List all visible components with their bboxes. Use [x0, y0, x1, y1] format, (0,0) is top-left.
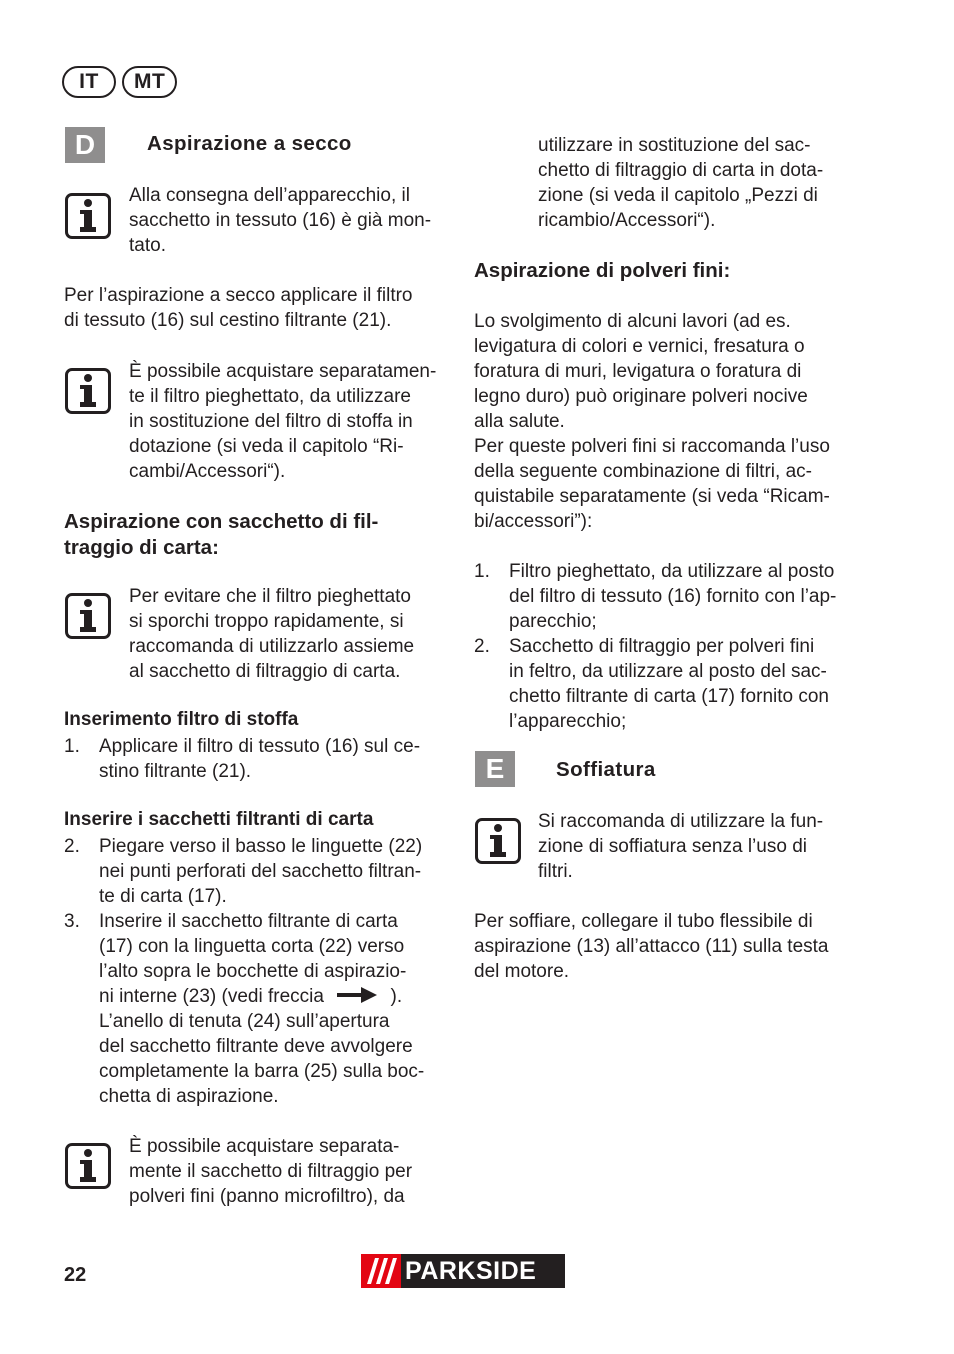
paragraph-fine-dust: Lo svolgimento di alcuni lavori (ad es. levigatura di colori e vernici, fresatura o foratura di muri, levigatura o foratura di legno duro) può originare polveri nocive alla salute. Per queste polveri fini si raccomanda l’uso della seguente combinazione di filtri, ac- quistabile separatamente (si veda “Ricam- bi/accessori”):	[474, 311, 830, 532]
list-item: 1. Filtro pieghettato, da utilizzare al posto del filtro di tessuto (16) fornito con l’ap- parecchio;	[474, 561, 837, 632]
section-e-letter: E	[475, 751, 515, 787]
list-item: 2. Sacchetto di filtraggio per polveri fini in feltro, da utilizzare al posto del sac- chetto filtrante di carta (17) fornito con l’apparecchio;	[474, 636, 829, 732]
subheading-paper-bags: Inserire i sacchetti filtranti di carta	[64, 809, 374, 830]
page-number: 22	[64, 1264, 87, 1286]
step-2: 2. Piegare verso il basso le linguette (22) nei punti perforati del sacchetto filtran- te di carta (17).	[64, 836, 423, 907]
info-note-1: Alla consegna dell’apparecchio, il sacchetto in tessuto (16) è già mon- tato.	[129, 185, 432, 256]
language-badges	[62, 66, 177, 98]
step-3: 3. Inserire il sacchetto filtrante di carta (17) con la linguetta corta (22) verso l’alto sopra le bocchette di aspirazio- ni interne (23) (vedi freccia ). L’anello di tenuta (24) sull’apertura del sacchetto filtrante deve avvolgere completamente la barra (25) sulla boc- chetta di aspirazione.	[64, 909, 449, 1109]
subheading-cloth-filter: Inserimento filtro di stoffa	[64, 709, 299, 730]
info-icon	[65, 193, 111, 239]
paragraph-dry-vacuum: Per l’aspirazione a secco applicare il filtro di tessuto (16) sul cestino filtrante (21).	[64, 285, 413, 331]
lang-badge-it: IT	[62, 66, 116, 98]
info-icon	[475, 818, 521, 864]
parkside-logo-icon	[361, 1254, 565, 1288]
section-d-title: Aspirazione a secco	[147, 132, 352, 155]
info-note-2: È possibile acquistare separatamen- te il filtro pieghettato, da utilizzare in sostituzione del filtro di stoffa in dotazione (si veda il capitolo “Ri- cambi/Accessori“).	[129, 361, 437, 482]
lang-badge-mt: MT	[122, 66, 177, 98]
steps-2-3	[64, 834, 449, 1109]
info-icon	[65, 1143, 111, 1189]
heading-fine-dust: Aspirazione di polveri fini:	[474, 259, 731, 282]
info-icon	[65, 593, 111, 639]
brand-name: PARKSIDE	[405, 1256, 537, 1285]
arrow-line: ni interne (23) (vedi freccia ).	[99, 986, 403, 1007]
section-e-title: Soffiatura	[556, 758, 656, 781]
logo-stripes	[361, 1254, 401, 1288]
step-1: 1. Applicare il filtro di tessuto (16) sul ce- stino filtrante (21).	[64, 736, 421, 782]
filter-list	[474, 559, 874, 734]
heading-paper-bag: Aspirazione con sacchetto di fil- traggio di carta:	[64, 510, 379, 559]
info-note-4: È possibile acquistare separata- mente il sacchetto di filtraggio per polveri fini (panno microfiltro), da	[129, 1136, 413, 1207]
paragraph-blowing: Per soffiare, collegare il tubo flessibile di aspirazione (13) all’attacco (11) sulla testa del motore.	[474, 911, 829, 982]
info-note-5: Si raccomanda di utilizzare la fun- zione di soffiatura senza l’uso di filtri.	[538, 811, 824, 882]
section-d-letter: D	[65, 127, 105, 163]
arrow-right-icon	[335, 986, 379, 1004]
info-note-4-continued: utilizzare in sostituzione del sac- chetto di filtraggio di carta in dota- zione (si veda il capitolo „Pezzi di ricambio/Accessori“).	[538, 135, 824, 231]
info-icon	[65, 368, 111, 414]
info-note-3: Per evitare che il filtro pieghettato si sporchi troppo rapidamente, si raccomanda di utilizzarlo assieme al sacchetto di filtraggio di carta.	[129, 586, 415, 682]
